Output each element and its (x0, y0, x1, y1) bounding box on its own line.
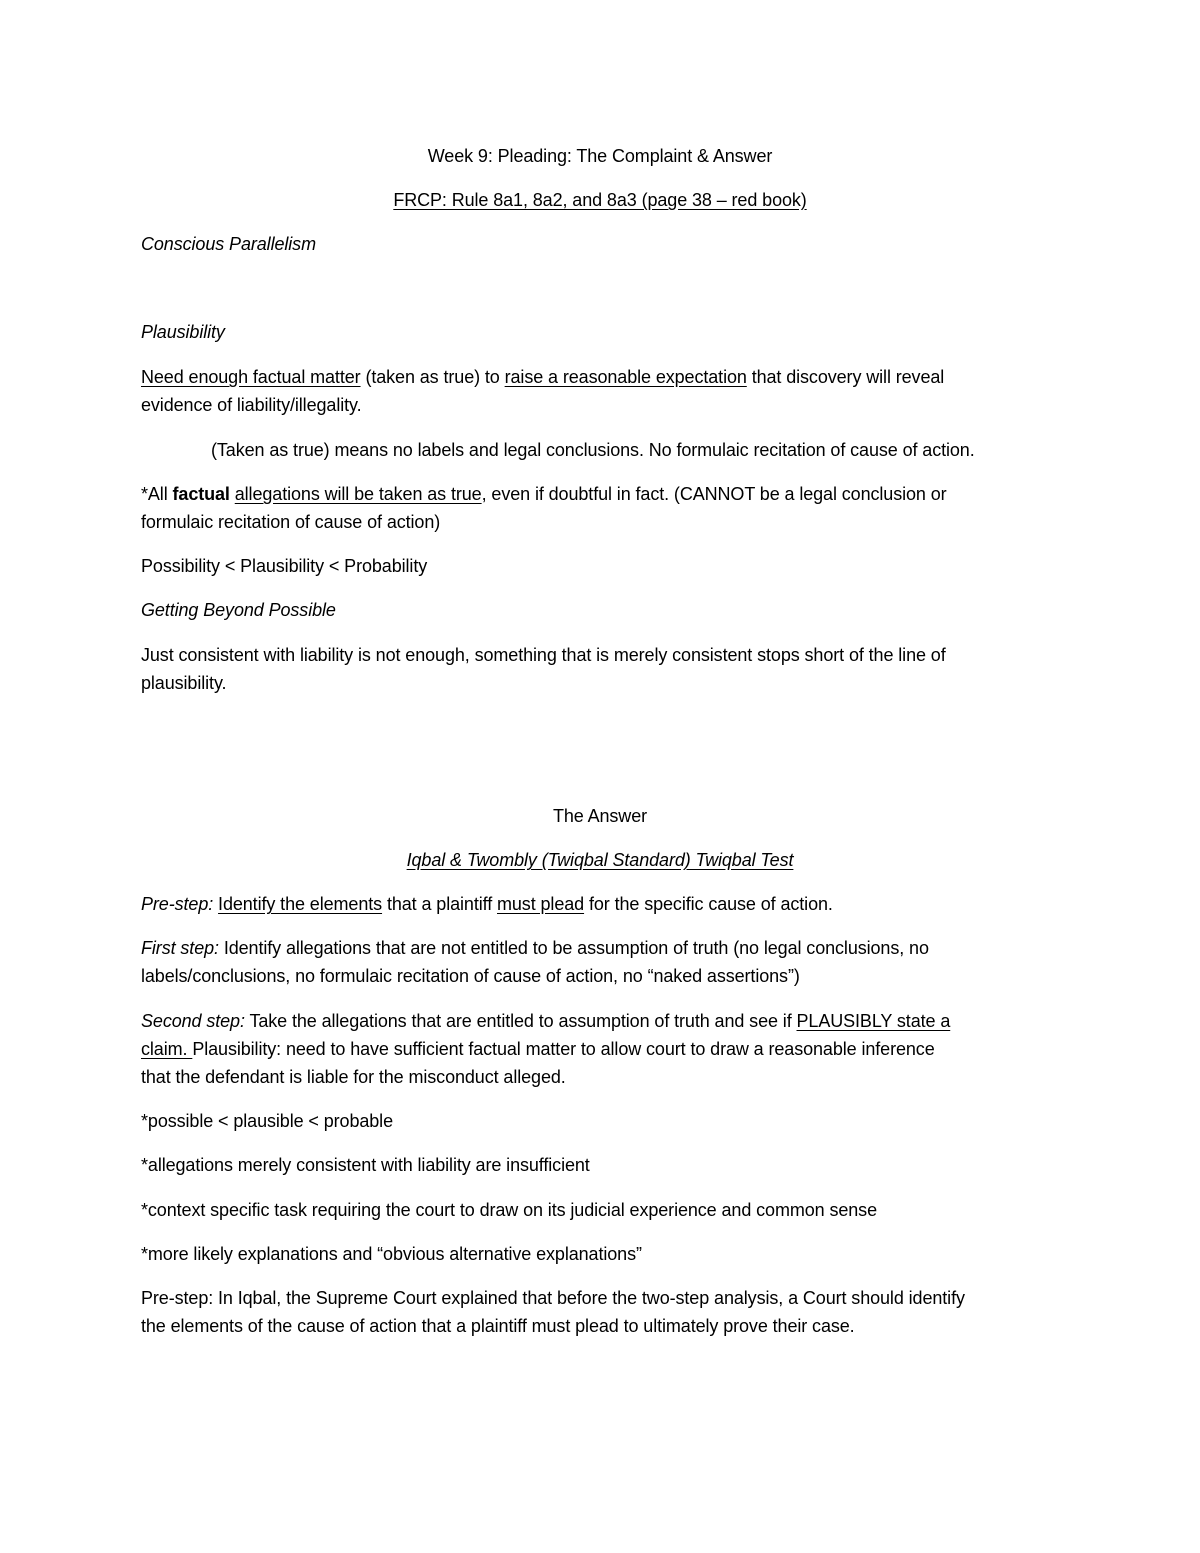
text-segment: that a plaintiff (382, 894, 497, 914)
taken-as-true-note: (Taken as true) means no labels and legal conclusions. No formulaic recitation of cause of action. (211, 440, 975, 460)
claim-phrase: claim. (141, 1039, 193, 1059)
getting-beyond-possible-heading: Getting Beyond Possible (141, 600, 336, 620)
must-plead-phrase: must plead (497, 894, 585, 914)
text-segment: that discovery will reveal (746, 367, 945, 387)
text-segment: Plausibility: need to have sufficient factual matter to allow court to draw a reasonable inference (192, 1039, 935, 1059)
factual-bold-word: factual (172, 484, 230, 504)
factual-allegations-line1 (141, 480, 947, 508)
note-item: *context specific task requiring the court to draw on its judicial experience and common sense (141, 1200, 877, 1220)
pre-step-line (141, 890, 833, 918)
iqbal-pre-step-line2: the elements of the cause of action that a plaintiff must plead to ultimately prove their case. (141, 1316, 855, 1336)
plausibly-state-phrase: PLAUSIBLY state a (796, 1011, 951, 1031)
possibility-scale: Possibility < Plausibility < Probability (141, 556, 428, 576)
just-consistent-line2: plausibility. (141, 673, 227, 693)
text-segment: (taken as true) to (360, 367, 505, 387)
iqbal-pre-step-line1: Pre-step: In Iqbal, the Supreme Court explained that before the two-step analysis, a Court should identify (141, 1288, 965, 1308)
note-item: *allegations merely consistent with liability are insufficient (141, 1155, 590, 1175)
text-segment: Take the allegations that are entitled to assumption of truth and see if (244, 1011, 797, 1031)
text-segment: Identify allegations that are not entitled to be assumption of truth (no legal conclusions, no (218, 938, 929, 958)
identify-elements-phrase: Identify the elements (218, 894, 383, 914)
frcp-reference-text: FRCP: Rule 8a1, 8a2, and 8a3 (page 38 – red book) (393, 190, 807, 210)
first-step-line1 (141, 934, 929, 962)
factual-matter-phrase: Need enough factual matter (141, 367, 361, 387)
text-segment: *All (141, 484, 173, 504)
plausibility-paragraph-line1 (141, 363, 944, 391)
frcp-reference (0, 186, 1200, 214)
second-step-line3: that the defendant is liable for the misconduct alleged. (141, 1067, 566, 1087)
answer-heading: The Answer (552, 806, 648, 826)
twiqbal-heading (0, 846, 1200, 874)
second-step-line1 (141, 1007, 950, 1035)
page-title: Week 9: Pleading: The Complaint & Answer (427, 146, 773, 166)
just-consistent-line1: Just consistent with liability is not enough, something that is merely consistent stops short of the line of (141, 645, 946, 665)
pre-step-label: Pre-step: (141, 894, 214, 914)
reasonable-expectation-phrase: raise a reasonable expectation (504, 367, 747, 387)
plausibility-paragraph-line2: evidence of liability/illegality. (141, 395, 362, 415)
conscious-parallelism-heading: Conscious Parallelism (141, 234, 316, 254)
note-item: *more likely explanations and “obvious alternative explanations” (141, 1244, 642, 1264)
first-step-label: First step: (141, 938, 219, 958)
text-segment: for the specific cause of action. (584, 894, 833, 914)
second-step-line2 (141, 1035, 935, 1063)
twiqbal-heading-text: Iqbal & Twombly (Twiqbal Standard) Twiqbal Test (406, 850, 794, 870)
taken-as-true-phrase: allegations will be taken as true (234, 484, 482, 504)
plausibility-heading: Plausibility (141, 322, 225, 342)
second-step-label: Second step: (141, 1011, 245, 1031)
note-item: *possible < plausible < probable (141, 1111, 393, 1131)
text-segment: , even if doubtful in fact. (CANNOT be a legal conclusion or (481, 484, 947, 504)
first-step-line2: labels/conclusions, no formulaic recitation of cause of action, no “naked assertions”) (141, 966, 800, 986)
factual-allegations-line2: formulaic recitation of cause of action) (141, 512, 441, 532)
